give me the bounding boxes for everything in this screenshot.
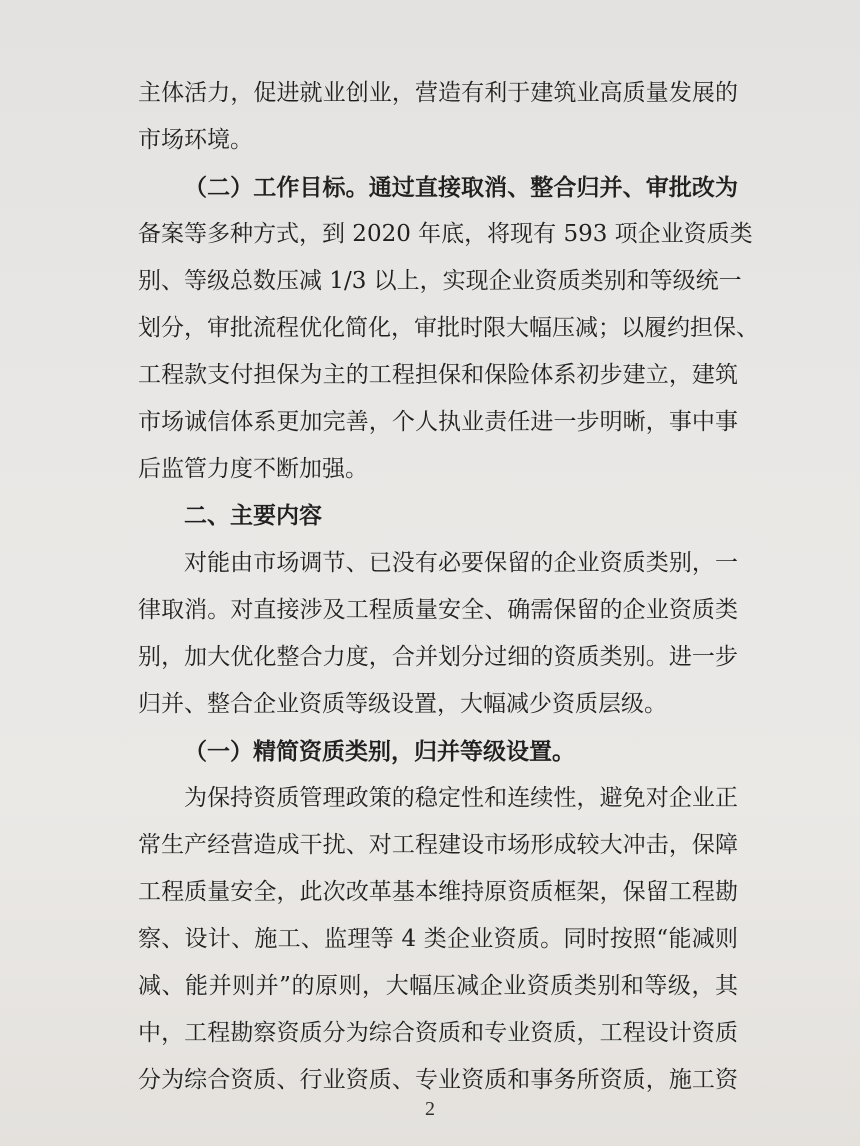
paragraph-line: 分为综合资质、行业资质、专业资质和事务所资质，施工资 [138, 1067, 738, 1093]
paragraph-line: 对能由市场调节、已没有必要保留的企业资质类别，一 [184, 550, 738, 576]
paragraph-line: 工程款支付担保为主的工程担保和保险体系初步建立，建筑 [138, 362, 738, 388]
paragraph-line: 市场环境。 [138, 127, 253, 153]
paragraph-line: 别，加大优化整合力度，合并划分过细的资质类别。进一步 [138, 644, 738, 670]
subsection-heading-simplify: （一）精简资质类别，归并等级设置。 [184, 738, 575, 765]
paragraph-line: 归并、整合企业资质等级设置，大幅减少资质层级。 [138, 691, 667, 717]
paragraph-line: 察、设计、施工、监理等 4 类企业资质。同时按照“能减则 [138, 926, 738, 952]
paragraph-line: 划分，审批流程优化简化，审批时限大幅压减；以履约担保、 [138, 315, 759, 341]
paragraph-line: 主体活力，促进就业创业，营造有利于建筑业高质量发展的 [138, 80, 738, 106]
paragraph-line: 市场诚信体系更加完善，个人执业责任进一步明晰，事中事 [138, 409, 738, 435]
section-heading-goals: （二）工作目标。通过直接取消、整合归并、审批改为 [184, 174, 738, 201]
paragraph-line: 常生产经营造成干扰、对工程建设市场形成较大冲击，保障 [138, 832, 738, 858]
paragraph-line: 为保持资质管理政策的稳定性和连续性，避免对企业正 [184, 785, 738, 811]
paragraph-line: 备案等多种方式，到 2020 年底，将现有 593 项企业资质类 [138, 221, 753, 247]
paragraph-line: 工程质量安全，此次改革基本维持原资质框架，保留工程勘 [138, 879, 738, 905]
paragraph-line: 中，工程勘察资质分为综合资质和专业资质，工程设计资质 [138, 1020, 738, 1046]
page-number: 2 [425, 1098, 435, 1120]
body-text [138, 70, 759, 1104]
paragraph-line: 别、等级总数压减 1/3 以上，实现企业资质类别和等级统一 [138, 268, 742, 294]
paragraph-line: 律取消。对直接涉及工程质量安全、确需保留的企业资质类 [138, 597, 738, 623]
section-heading-main-content: 二、主要内容 [184, 503, 322, 529]
paragraph-line: 后监管力度不断加强。 [138, 456, 368, 482]
paragraph-line: 减、能并则并”的原则，大幅压减企业资质类别和等级，其 [138, 973, 738, 999]
